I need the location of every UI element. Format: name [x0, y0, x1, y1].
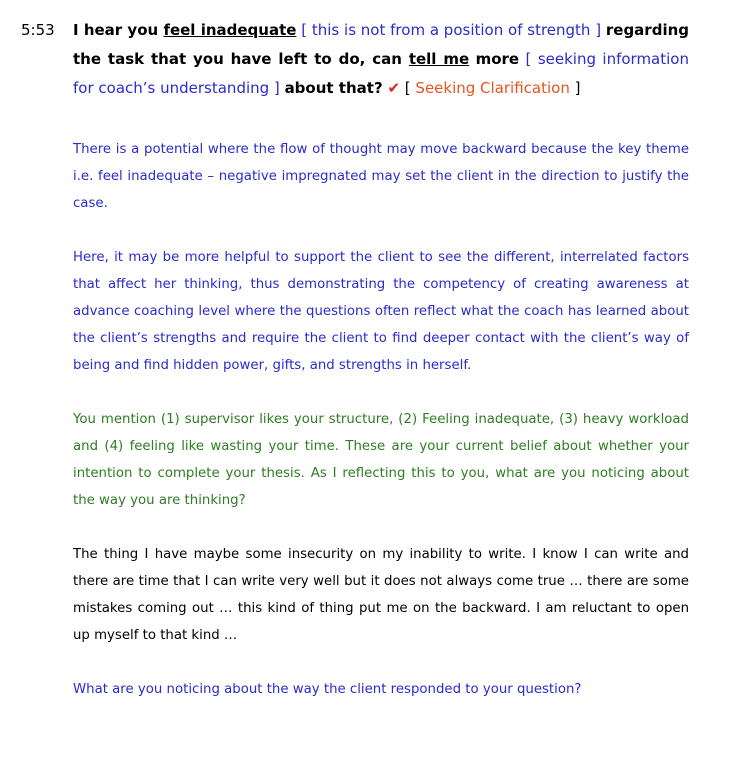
label-seeking-clarification: Seeking Clarification — [415, 79, 570, 97]
coach-annotation-information: [ seeking information for coach’s understanding ] — [73, 50, 689, 97]
coach-annotation-strength: [ this is not from a position of strength ] — [301, 21, 602, 39]
coach-text-4: about that? — [284, 79, 383, 97]
coach-text-1: I hear you — [73, 21, 164, 39]
coach-turn — [73, 16, 689, 103]
label-bracket-open: [ — [404, 79, 416, 97]
transcript-content — [73, 16, 689, 703]
check-mark-icon: ✔ — [387, 79, 401, 97]
client-response: The thing I have maybe some insecurity on my inability to write. I know I can write and there are time that I can write very well but it does not always come true … there are some mistakes coming out … this kind of thing put me on the backward. I am reluctant to open up myself to that kind … — [73, 547, 689, 643]
coach-keyword-feel-inadequate: feel inadequate — [163, 21, 297, 39]
label-bracket-close: ] — [569, 79, 581, 97]
commentary-paragraph-2: Here, it may be more helpful to support the client to see the different, interrelated factors that affect her thinking, thus demonstrating the competency of creating awareness at advance coaching level where the questions often reflect what the coach has learned about the client’s strengths and require the client to find deeper contact with the client’s way of being and find hidden power, gifts, and strengths in herself. — [73, 250, 689, 373]
coach-text-2: regarding the task that you have left to do, can — [73, 21, 689, 68]
commentary-paragraph-1: There is a potential where the flow of thought may move backward because the key theme i.e. feel inadequate – negative impregnated may set the client in the direction to justify the case. — [73, 142, 689, 211]
coach-suggested-response: You mention (1) supervisor likes your structure, (2) Feeling inadequate, (3) heavy workload and (4) feeling like wasting your time. These are your current belief about whether your intention to complete your thesis. As I reflecting this to you, what are you noticing about the way you are thinking? — [73, 412, 689, 508]
timestamp: 5:53 — [21, 21, 55, 39]
coach-text-3: more — [475, 50, 520, 68]
reflection-question: What are you noticing about the way the client responded to your question? — [73, 682, 582, 697]
coach-keyword-tell-me: tell me — [408, 50, 470, 68]
